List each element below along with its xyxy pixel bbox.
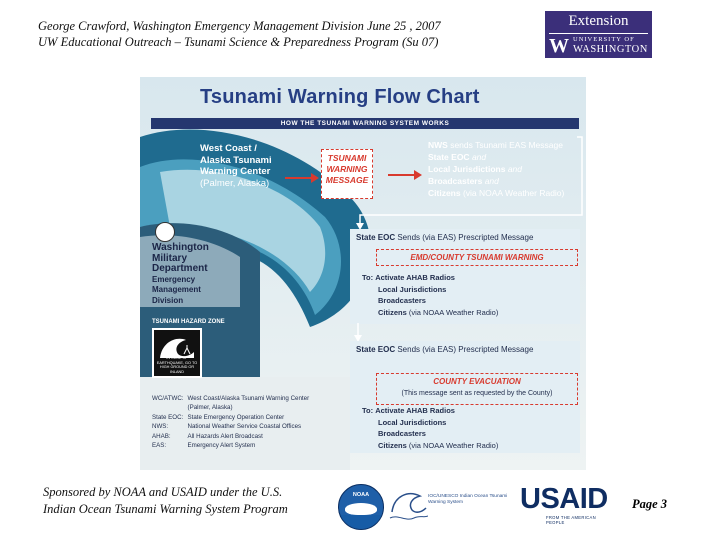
emd-logo-text [152,243,209,306]
legend-desc: (Palmer, Alaska) [187,404,233,412]
arrow-right-icon [285,173,319,183]
box1-eoc-bold: State EOC [356,233,396,242]
legend-desc: State Emergency Operation Center [187,413,285,421]
legend-desc: West Coast/Alaska Tsunami Warning Center [187,395,310,402]
box2-eoc-text: Sends (via EAS) Prescripted Message [395,345,534,354]
tsunami-flow-chart-poster [140,77,586,470]
slide-header [38,18,441,50]
ioc-wave-icon [388,482,428,528]
box2-item: Broadcasters [378,429,426,438]
state-eoc-evacuation-box [350,341,580,453]
logo-university-of: UNIVERSITY OF [573,36,635,43]
logo-w-mark: W [549,35,569,57]
to-label: To: [362,406,374,415]
emd-line: Department [152,263,208,274]
legend-row [152,422,313,431]
legend-desc: Emergency Alert System [187,442,256,450]
warning-message-line-2: WARNING [326,164,368,174]
ioc-caption: IOC/UNESCO Indian Ocean Tsunami Warning System [428,494,508,505]
poster-subtitle-band [151,118,579,129]
box1-citizens-bold: Citizens [378,307,407,317]
box2-item: Local Jurisdictions [378,417,447,427]
local-jurisdictions-bold: Local Jurisdictions [428,164,506,174]
and-text: and [505,164,523,174]
box2-eoc-bold: State EOC [356,345,396,354]
box2-citizens-bold: Citizens [378,440,407,450]
header-line-2: UW Educational Outreach – Tsunami Science & Preparedness Program (Su 07) [38,35,439,49]
box2-citizens-text: (via NOAA Weather Radio) [406,440,499,450]
connector-arrow-icon [352,135,584,231]
page-number: Page 3 [632,497,668,511]
county-evacuation-box [376,373,578,405]
tsunami-sign-caption: IN CASE OF EARTHQUAKE, GO TO HIGH GROUND OR INLAND [156,356,198,374]
washington-state-seal-icon [155,222,175,242]
box2-eoc-line [356,345,533,354]
legend-abbr: EAS: [152,442,167,450]
box1-recipients [362,272,498,318]
uw-extension-logo [545,11,652,58]
state-eoc-bold: State EOC [428,152,470,162]
legend-abbr: State EOC: [152,413,184,421]
legend-row [152,403,313,412]
emd-line: Washington [152,242,209,253]
box1-eoc-text: Sends (via EAS) Prescripted Message [395,233,534,242]
legend-desc: National Weather Service Coastal Offices [187,423,302,431]
legend-row [152,394,313,403]
noaa-label: NOAA [352,492,370,498]
logo-washington: WASHINGTON [573,44,648,55]
logo-divider [549,33,648,34]
noaa-sea-icon [339,515,383,529]
emd-line: Emergency [152,274,196,284]
poster-subtitle: HOW THE TSUNAMI WARNING SYSTEM WORKS [280,120,450,127]
poster-title: Tsunami Warning Flow Chart [200,86,480,108]
legend-row [152,441,313,450]
legend-row [152,432,313,441]
wcatwc-line-3: Warning Center [200,166,271,177]
wcatwc-label [200,143,272,189]
legend-abbr: NWS: [152,423,169,431]
ioc-tsunami-logo [388,482,516,528]
noaa-logo [338,484,384,530]
box1-citizens-text: (via NOAA Weather Radio) [406,307,499,317]
legend-abbr [152,403,188,412]
warning-message-line-1: TSUNAMI [327,153,367,163]
down-arrow-icon [353,323,363,343]
and-text: and [469,152,487,162]
tsunami-hazard-sign-icon [152,328,202,378]
logo-extension-text: Extension [568,13,629,29]
wcatwc-line-1: West Coast / [200,143,257,154]
nws-text: sends Tsunami EAS Message [447,140,563,150]
sponsor-text [43,484,288,518]
noaa-bird-icon [345,503,377,515]
usaid-logo [520,481,612,523]
emd-line: Military [152,252,188,264]
sponsor-line-2: Indian Ocean Tsunami Warning System Program [43,502,288,516]
abbreviations-legend [152,394,313,450]
usaid-tagline: FROM THE AMERICAN PEOPLE [546,515,596,525]
citizens-bold: Citizens [428,188,461,198]
county-evacuation-label: COUNTY EVACUATION [433,377,521,386]
and-text: and [482,176,499,186]
emd-line: Management [152,285,201,294]
legend-row [152,413,313,422]
tsunami-zone-label: TSUNAMI HAZARD ZONE [152,319,225,325]
box2-recipients [362,405,498,451]
legend-abbr: AHAB: [152,432,171,440]
wcatwc-line-4: (Palmer, Alaska) [200,177,270,189]
nws-bold: NWS [428,140,448,150]
usaid-wordmark: USAID [520,483,608,515]
emd-line: Division [152,295,184,305]
box2-item: Activate AHAB Radios [375,406,455,415]
header-line-1: George Crawford, Washington Emergency Management Division June 25 , 2007 [38,19,441,33]
legend-abbr: WC/ATWC: [152,395,184,402]
box1-item: Local Jurisdictions [378,284,447,294]
county-evacuation-note: (This message sent as requested by the County) [401,390,553,397]
citizens-text: (via NOAA Weather Radio) [460,188,565,198]
box1-eoc-line [356,233,533,242]
emd-county-warning-box [376,249,578,266]
wcatwc-line-2: Alaska Tsunami [200,154,272,166]
legend-desc: All Hazards Alert Broadcast [187,432,263,440]
warning-message-line-3: MESSAGE [325,175,369,185]
broadcasters-bold: Broadcasters [428,176,483,186]
emd-county-warning-label: EMD/COUNTY TSUNAMI WARNING [410,253,544,262]
sponsor-line-1: Sponsored by NOAA and USAID under the U.S. [43,485,283,499]
to-label: To: [362,273,374,282]
state-eoc-warning-box [350,229,580,324]
box1-item: Activate AHAB Radios [375,273,455,282]
box1-item: Broadcasters [378,296,426,305]
